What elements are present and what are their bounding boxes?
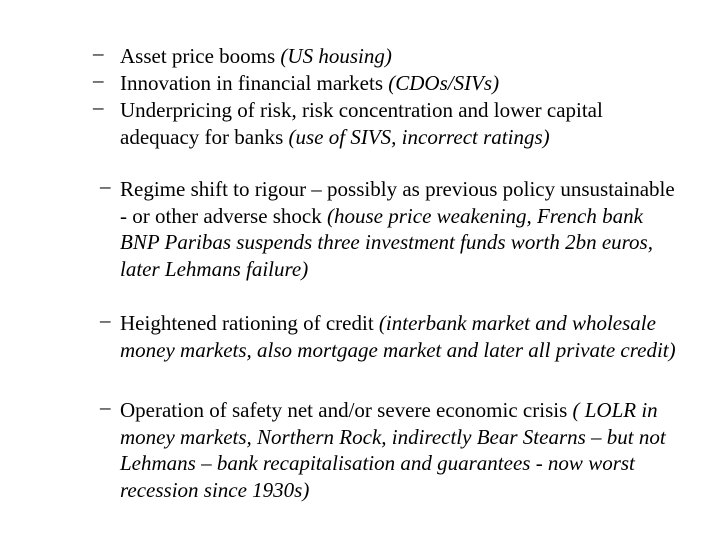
bullet-plain: Asset price booms [120, 44, 281, 68]
bullet-plain: Heightened rationing of credit [120, 311, 379, 335]
bullet-dash: – [93, 41, 104, 65]
bullet-italic: (interbank market and wholesale money markets, also mortgage market and later all private credit) [120, 311, 676, 362]
bullet-plain: Innovation in financial markets [120, 71, 389, 95]
bullet-plain: Regime shift to rigour – possibly as previous policy unsustainable - or other adverse shock [120, 177, 675, 228]
bullet-text [120, 70, 680, 97]
bullet-text [120, 176, 680, 282]
bullet-italic: ( LOLR in money markets, Northern Rock, indirectly Bear Stearns – but not Lehmans – bank recapitalisation and guarantees - now worst recession since 1930s) [120, 398, 666, 502]
bullet-italic: (use of SIVS, incorrect ratings) [288, 124, 550, 149]
bullet-dash: – [100, 395, 111, 419]
bullet-dash: – [100, 174, 111, 198]
bullet-text [120, 397, 680, 503]
bullet-italic: (CDOs/SIVs) [388, 71, 500, 95]
bullet-dash: – [93, 95, 104, 119]
bullet-plain: Underpricing of risk, risk concentration and lower capital adequacy for banks [120, 98, 603, 149]
bullet-italic: (US housing) [280, 44, 392, 68]
bullet-text [120, 310, 680, 363]
bullet-plain: Operation of safety net and/or severe economic crisis [120, 398, 573, 422]
bullet-dash: – [100, 308, 111, 332]
bullet-text [120, 43, 680, 70]
bullet-dash: – [93, 68, 104, 92]
bullet-italic: (house price weakening, French bank BNP Paribas suspends three investment funds worth 2bn euros, later Lehmans failure) [120, 203, 653, 281]
bullet-text [120, 97, 680, 150]
